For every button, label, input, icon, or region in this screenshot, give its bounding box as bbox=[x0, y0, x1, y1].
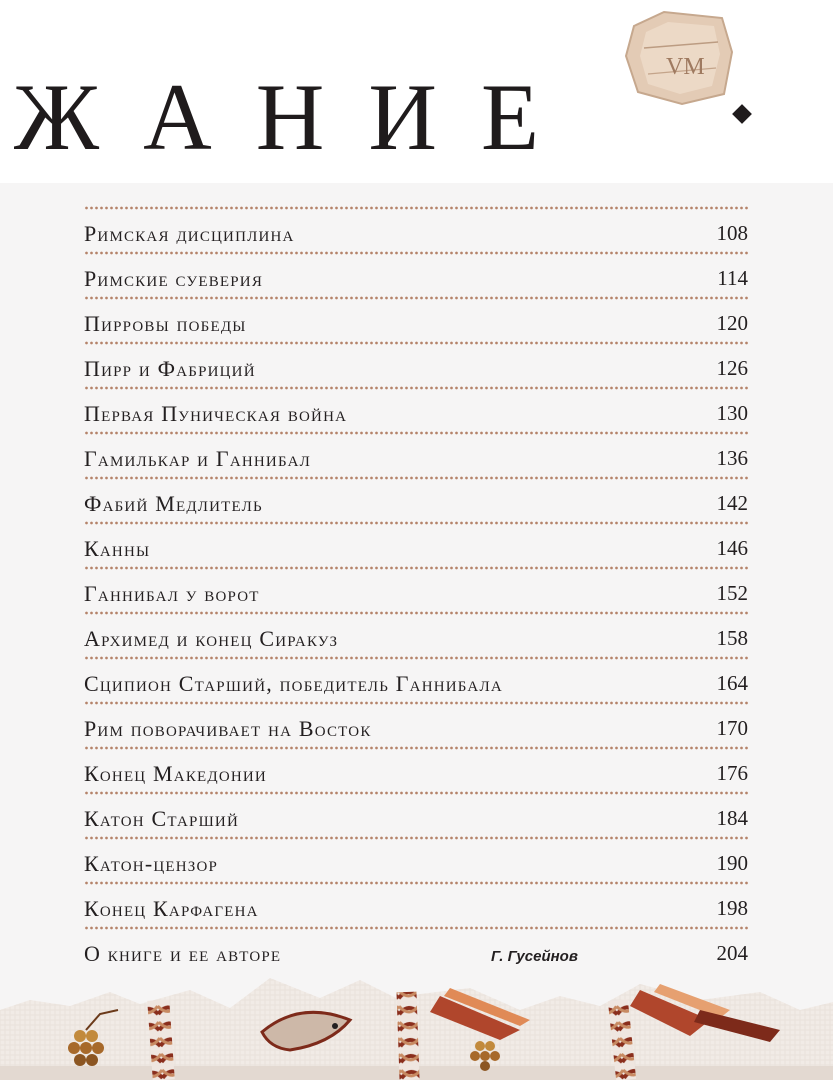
stone-inscription-text: VM bbox=[666, 54, 705, 80]
toc-entry-title: Архимед и конец Сиракуз bbox=[84, 626, 339, 651]
toc-entry-title: Фабий Медлитель bbox=[84, 491, 263, 516]
toc-entry bbox=[84, 926, 750, 971]
toc-entry-page: 164 bbox=[716, 671, 748, 695]
toc-entry-title: Ганнибал у ворот bbox=[84, 581, 260, 606]
toc-entry-page: 120 bbox=[716, 311, 748, 335]
toc-entry-title: Первая Пуническая война bbox=[84, 401, 348, 426]
toc-entry bbox=[84, 836, 750, 881]
toc-entry bbox=[84, 701, 750, 746]
toc-entry bbox=[84, 206, 750, 251]
mosaic-border-image bbox=[0, 970, 833, 1080]
toc-entry bbox=[84, 521, 750, 566]
toc-entry-title: Катон Старший bbox=[84, 806, 239, 831]
toc-entry-page: 170 bbox=[716, 716, 748, 740]
toc-entry bbox=[84, 431, 750, 476]
toc-entry-page: 108 bbox=[716, 221, 748, 245]
toc-entry bbox=[84, 251, 750, 296]
toc-entry bbox=[84, 791, 750, 836]
toc-entry-title: Конец Македонии bbox=[84, 761, 267, 786]
toc-entry bbox=[84, 656, 750, 701]
toc-entry-author: Г. Гусейнов bbox=[491, 948, 578, 965]
toc-entry bbox=[84, 881, 750, 926]
toc-entry bbox=[84, 341, 750, 386]
toc-entry-page: 204 bbox=[716, 941, 748, 965]
toc-entry-title: Пирровы победы bbox=[84, 311, 247, 336]
toc-entry-title: Конец Карфагена bbox=[84, 896, 259, 921]
toc-entry-page: 190 bbox=[716, 851, 748, 875]
toc-entry-title: Гамилькар и Ганнибал bbox=[84, 446, 311, 471]
toc-entry-page: 184 bbox=[716, 806, 748, 830]
toc-entry-page: 152 bbox=[716, 581, 748, 605]
toc-entry-page: 146 bbox=[716, 536, 748, 560]
toc-entry-title: Пирр и Фабриций bbox=[84, 356, 256, 381]
toc-entry-page: 158 bbox=[716, 626, 748, 650]
toc-entry-title: Римские суеверия bbox=[84, 266, 264, 291]
toc-entry-page: 136 bbox=[716, 446, 748, 470]
toc-entry-title: Катон-цензор bbox=[84, 851, 219, 876]
toc-entry-title: О книге и ее авторе bbox=[84, 941, 282, 966]
page-heading: ЖАНИЕ bbox=[14, 64, 583, 170]
toc-entry bbox=[84, 386, 750, 431]
toc-entry-title: Канны bbox=[84, 536, 151, 561]
toc-entry bbox=[84, 476, 750, 521]
stone-inscription-image bbox=[624, 8, 734, 106]
toc-entry-title: Рим поворачивает на Восток bbox=[84, 716, 372, 741]
toc-entry bbox=[84, 611, 750, 656]
toc-entry-page: 198 bbox=[716, 896, 748, 920]
toc-entry-title: Римская дисциплина bbox=[84, 221, 295, 246]
toc-entry bbox=[84, 296, 750, 341]
toc-entry-page: 126 bbox=[716, 356, 748, 380]
toc-entry-page: 130 bbox=[716, 401, 748, 425]
toc-entry bbox=[84, 746, 750, 791]
toc-entry bbox=[84, 566, 750, 611]
toc-entry-title: Сципион Старший, победитель Ганнибала bbox=[84, 671, 503, 696]
toc-entry-page: 142 bbox=[716, 491, 748, 515]
toc-entry-page: 176 bbox=[716, 761, 748, 785]
toc-entry-page: 114 bbox=[717, 266, 748, 290]
table-of-contents bbox=[84, 206, 750, 971]
